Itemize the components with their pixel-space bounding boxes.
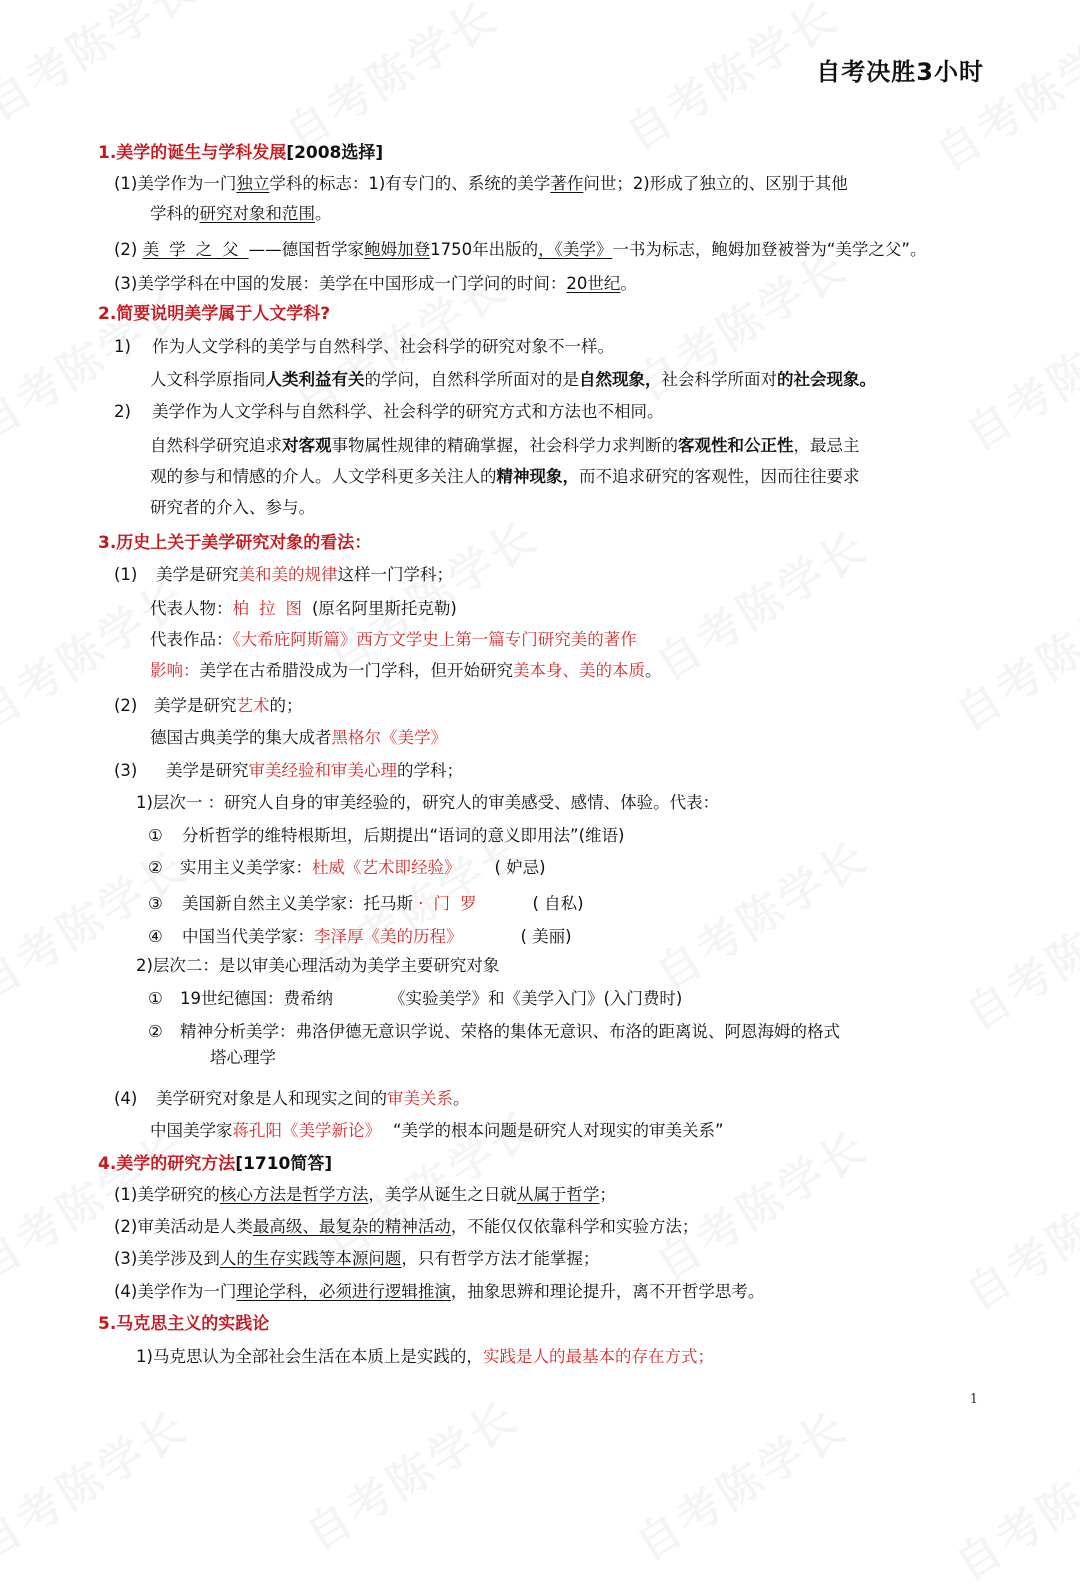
text: 代表人物： [150,599,233,618]
watermark [951,1141,1080,1322]
highlight-text: 实践是人的最基本的存在方式； [482,1347,714,1366]
watermark [291,1381,528,1562]
text: 代表作品： [150,630,233,649]
text: 人文科学原指同 [150,370,266,389]
bold-text: 自然现象， [579,370,662,389]
section-5-heading: 5.马克思主义的实践论 [98,1314,270,1334]
text: (原名阿里斯托克勒) [312,599,457,618]
text: 社会科学所面对 [661,370,777,389]
paragraph [114,1248,599,1270]
highlight-text: 柏拉图 [232,599,312,618]
watermark [941,1411,1080,1592]
highlight-text: 审美经验和审美心理 [248,761,397,780]
text: 19世纪德国：费希纳 [180,989,333,1008]
underlined-text: 著作 [550,174,584,193]
list-item [148,857,546,879]
text: 分析哲学的维特根斯坦，后期提出“语词的意义即用法”(维语) [182,826,625,845]
text: 美学是研究 [154,696,237,715]
list-item [114,564,453,586]
paragraph [150,203,332,225]
text: 中国美学家 [150,1121,233,1140]
text: ，抽象思辨和理论提升，离不开哲学思考。 [450,1282,765,1301]
text: ，只有哲学方法才能掌握； [401,1249,600,1268]
bold-text: 客观性和公正性 [678,436,794,455]
bold-text: 人类利益有关 [265,370,365,389]
underlined-text: ，《美学》 [538,240,613,259]
watermark [641,511,878,692]
text: (4)美学作为一门 [114,1282,237,1301]
section-1-heading [98,142,383,164]
highlight-text: ·门罗 [418,894,487,913]
list-item [148,926,572,948]
paragraph [150,727,447,749]
text: 问世；2)形成了独立的、区别于其他 [583,174,848,193]
list-item [148,988,682,1010]
item-number: (4) [114,1089,138,1108]
paragraph [150,1120,724,1142]
list-item [114,401,664,423]
text: (3)美学涉及到 [114,1249,220,1268]
underlined-text: 核心方法是哲学方法 [219,1185,369,1204]
highlight-text: 杜威《艺术即经验》 [312,858,461,877]
text: 美学在古希腊没成为一门学科，但开始研究 [199,661,513,680]
page-number: 1 [969,1392,978,1407]
highlight-text: 蒋孔阳《美学新论》 [232,1121,381,1140]
text: 事物属性规律的精确掌握，社会科学力求判断的 [331,436,678,455]
highlight-text: 影响： [150,661,200,680]
paragraph [150,660,662,682]
underlined-text: 人的生存实践等本源问题 [219,1249,402,1268]
highlight-text: 美和美的规律 [238,565,338,584]
paragraph [114,239,926,261]
section-3-heading: 3.历史上关于美学研究对象的看法： [98,533,372,553]
highlight-text: 艺术 [236,696,270,715]
paragraph [136,1346,714,1368]
text: 美学研究对象是人和现实之间的 [156,1089,387,1108]
text: (1)美学作为一门 [114,174,237,193]
text: 德国古典美学的集大成者 [150,728,332,747]
paragraph [150,369,876,391]
circled-number: ② [148,858,163,877]
underlined-text: 鲍姆加登 [364,240,431,259]
circled-number: ③ [148,894,163,913]
watermark [641,821,878,1002]
sub-heading: 2)层次二：是以审美心理活动为美学主要研究对象 [136,956,500,975]
highlight-text: 黑格尔《美学》 [331,728,447,747]
circled-number: ④ [148,927,163,946]
text: “美学的根本问题是研究人对现实的审美关系” [393,1121,724,1140]
text: 美国新自然主义美学家：托马斯 [182,894,413,913]
bold-text: 对客观 [282,436,332,455]
underlined-text: 理论学科，必须进行逻辑推演 [236,1282,451,1301]
paragraph [114,173,848,195]
watermark [951,281,1080,462]
paragraph [150,466,860,488]
item-number: 2) [114,402,131,421]
text: 1)马克思认为全部社会生活在本质上是实践的， [136,1347,483,1366]
list-item [148,1021,840,1043]
text: 学科的 [150,204,200,223]
watermark [941,561,1080,742]
text: 而不追求研究的客观性，因而往往要求 [579,467,860,486]
paragraph [114,1216,698,1238]
watermark [621,1391,858,1572]
text: 中国当代美学家： [182,927,314,946]
item-number: (2) [114,696,138,715]
text: 。 [453,1089,470,1108]
paragraph [114,1281,764,1303]
highlight-text: 美本身、美的本质 [513,661,645,680]
page-header-title: 自考决胜3小时 [816,58,984,86]
underlined-text: 美学之父 [142,240,249,259]
section-title: 4.美学的研究方法 [98,1154,236,1174]
text: 这样一门学科； [337,565,453,584]
text: ——德国哲学家 [248,240,365,259]
list-item-continuation: 塔心理学 [210,1048,276,1067]
list-item [114,760,463,782]
underlined-text: 从属于哲学 [516,1185,600,1204]
watermark [271,0,508,163]
circled-number: ② [148,1022,163,1041]
highlight-text: 李泽厚《美的历程》 [314,927,463,946]
text: 《实验美学》和《美学入门》(入门费时) [389,989,683,1008]
item-number: (1) [114,565,138,584]
exam-tag: [1710简答] [235,1154,333,1174]
underlined-text: 研究对象和范围 [199,204,315,223]
paragraph [150,435,860,457]
text: 作为人文学科的美学与自然科学、社会科学的研究对象不一样。 [152,337,614,356]
paragraph [114,273,637,295]
text: 。 [645,661,662,680]
list-item [148,825,624,847]
paragraph: 研究者的介入、参与。 [150,498,315,517]
list-item [148,893,584,915]
text: 。 [315,204,332,223]
watermark [951,861,1080,1042]
text: 的； [269,696,303,715]
text: 观的参与和情感的介人。人文学科更多关注人的 [150,467,497,486]
text: 精神分析美学：弗洛伊德无意识学说、荣格的集体无意识、布洛的距离说、阿恩海姆的格式 [180,1022,840,1041]
text: ( 自私) [532,894,584,913]
item-number: 1) [114,337,131,356]
watermark [611,0,848,163]
watermark [311,501,548,682]
text: 自然科学研究追求 [150,436,282,455]
text: ，美学从诞生之日就 [368,1185,517,1204]
highlight-text: 《大希庇阿斯篇》西方文学史上第一篇专门研究美的著作 [232,630,637,649]
text: 1750年出版的 [430,240,539,259]
text: ，最忌主 [793,436,860,455]
text: ( 美丽) [520,927,572,946]
bold-text: 的社会现象。 [777,370,876,389]
watermark [921,1,1080,182]
text: (2) [114,240,138,259]
text: 美学是研究 [156,565,239,584]
paragraph [150,598,457,620]
text: (1)美学研究的 [114,1185,220,1204]
section-title: 1.美学的诞生与学科发展 [98,143,287,163]
watermark [0,0,209,133]
text: 。 [620,274,637,293]
circled-number: ① [148,989,163,1008]
list-item [114,695,303,717]
section-2-heading: 2.简要说明美学属于人文学科? [98,304,331,324]
sub-heading: 1)层次一 ：研究人自身的审美经验的，研究人的审美感受、感情、体验。代表： [136,793,720,812]
text: (2)审美活动是人类 [114,1217,253,1236]
watermark [0,271,199,452]
underlined-text: 最高级、最复杂的精神活动 [252,1217,451,1236]
highlight-text: 审美关系 [387,1089,453,1108]
text: ； [599,1185,616,1204]
text: 美学是研究 [166,761,249,780]
text: ，不能仅仅依靠科学和实验方法； [450,1217,699,1236]
exam-tag: [2008选择] [286,143,384,163]
text: 一书为标志，鲍姆加登被誉为“美学之父”。 [612,240,927,259]
underlined-text: 独立 [236,174,270,193]
list-item [114,336,614,358]
text: 实用主义美学家： [180,858,312,877]
paragraph [150,629,637,651]
watermark [311,1091,548,1272]
text: 的学科； [397,761,463,780]
circled-number: ① [148,826,163,845]
text: (3)美学学科在中国的发展：美学在中国形成一门学问的时间： [114,274,567,293]
text: 学科的标志：1)有专门的、系统的美学 [269,174,551,193]
watermark [0,1391,199,1572]
section-4-heading [98,1153,332,1175]
text: ( 妒忌) [494,858,546,877]
paragraph [114,1184,616,1206]
list-item [114,1088,470,1110]
text: 的学问，自然科学所面对的是 [364,370,579,389]
underlined-text: 20世纪 [566,274,621,293]
text: 美学作为人文学科与自然科学、社会科学的研究方式和方法也不相同。 [152,402,664,421]
bold-text: 精神现象， [496,467,579,486]
item-number: (3) [114,761,138,780]
